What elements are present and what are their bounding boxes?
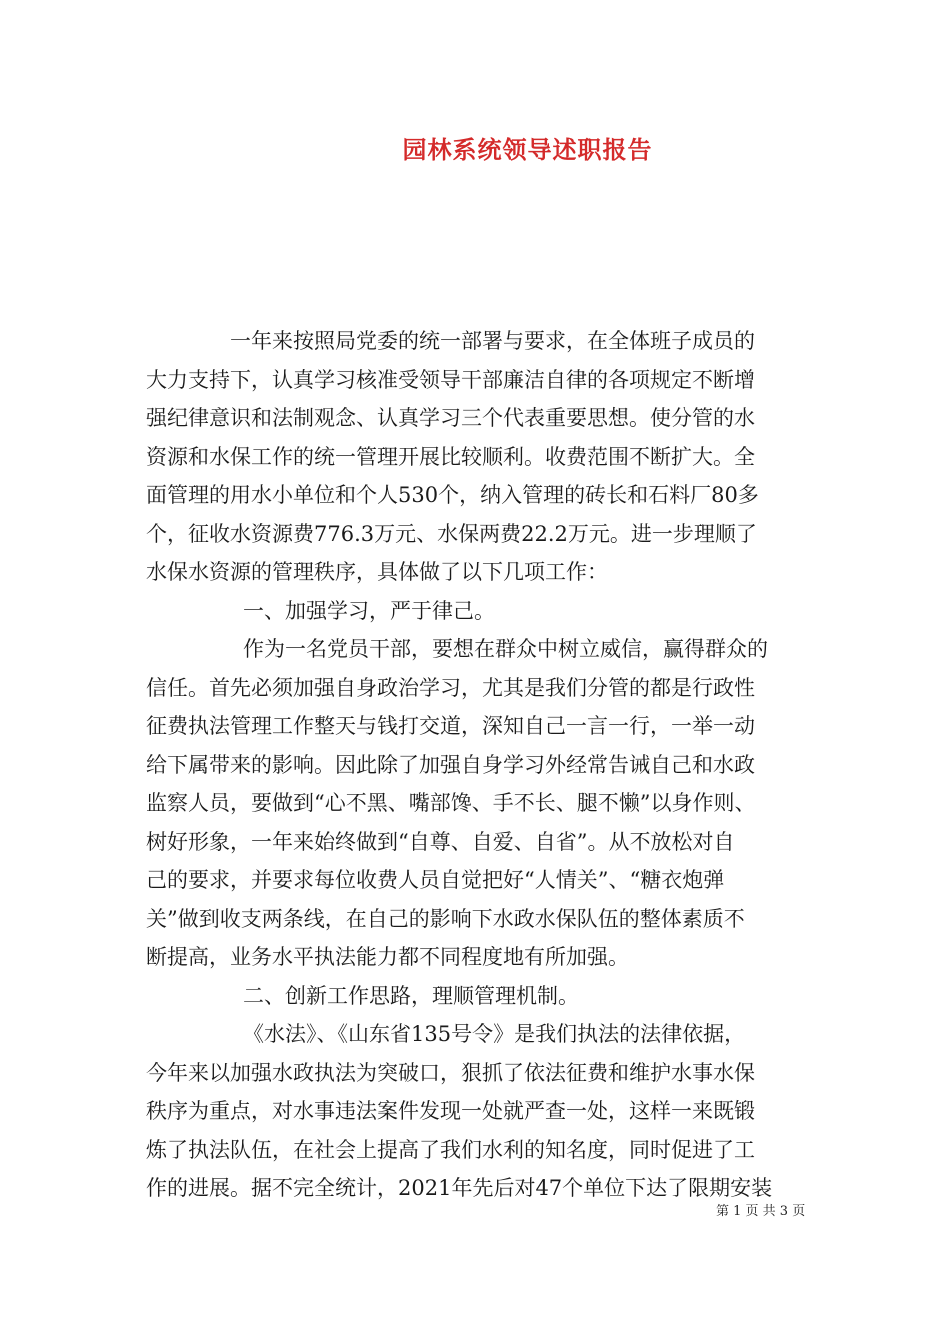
text-line: 征费执法管理工作整天与钱打交道，深知自己一言一行，一举一动 bbox=[146, 714, 755, 738]
text-line: 给下属带来的影响。因此除了加强自身学习外经常告诫自己和水政 bbox=[146, 752, 755, 777]
text-line: 秩序为重点，对水事违法案件发现一处就严查一处，这样一来既锻 bbox=[146, 1099, 755, 1123]
page-number: 第 1 页 共 3 页 bbox=[716, 1204, 806, 1219]
text-line: 关”做到收支两条线，在自己的影响下水政水保队伍的整体素质不 bbox=[146, 906, 745, 931]
section-heading: 一、加强学习，严于律己。 bbox=[243, 598, 495, 623]
text-line: 一年来按照局党委的统一部署与要求，在全体班子成员的 bbox=[230, 329, 755, 353]
text-line: 作为一名党员干部，要想在群众中树立威信，赢得群众的 bbox=[243, 637, 768, 661]
text-line: 个，征收水资源费776.3万元、水保两费22.2万元。进一步理顺了 bbox=[146, 521, 757, 546]
text-line: 资源和水保工作的统一管理开展比较顺利。收费范围不断扩大。全 bbox=[146, 444, 755, 469]
text-line: 《水法》、《山东省135号令》是我们执法的法律依据， bbox=[243, 1022, 746, 1046]
text-line: 强纪律意识和法制观念、认真学习三个代表重要思想。使分管的水 bbox=[146, 406, 755, 430]
document-body bbox=[146, 322, 818, 1208]
text-line: 大力支持下，认真学习核准受领导干部廉洁自律的各项规定不断增 bbox=[146, 367, 755, 392]
text-line: 断提高，业务水平执法能力都不同程度地有所加强。 bbox=[146, 945, 629, 969]
text-line: 水保水资源的管理秩序，具体做了以下几项工作： bbox=[146, 560, 608, 584]
text-line: 今年来以加强水政执法为突破口，狠抓了依法征费和维护水事水保 bbox=[146, 1060, 755, 1085]
text-line: 监察人员，要做到“心不黑、嘴部馋、手不长、腿不懒”以身作则、 bbox=[146, 791, 756, 815]
text-line: 己的要求，并要求每位收费人员自觉把好“人情关”、“糖衣炮弹 bbox=[146, 868, 725, 892]
text-line: 炼了执法队伍，在社会上提高了我们水利的知名度，同时促进了工 bbox=[146, 1137, 755, 1162]
document-title: 园林系统领导述职报告 bbox=[402, 135, 653, 164]
text-line: 作的进展。据不完全统计，2021年先后对47个单位下达了限期安装 bbox=[146, 1176, 773, 1200]
section-heading: 二、创新工作思路，理顺管理机制。 bbox=[243, 983, 579, 1008]
text-line: 面管理的用水小单位和个人530个，纳入管理的砖长和石料厂80多 bbox=[146, 483, 759, 507]
text-line: 信任。首先必须加强自身政治学习，尤其是我们分管的都是行政性 bbox=[146, 675, 755, 700]
text-line: 树好形象，一年来始终做到“自尊、自爱、自省”。从不放松对自 bbox=[146, 829, 735, 854]
